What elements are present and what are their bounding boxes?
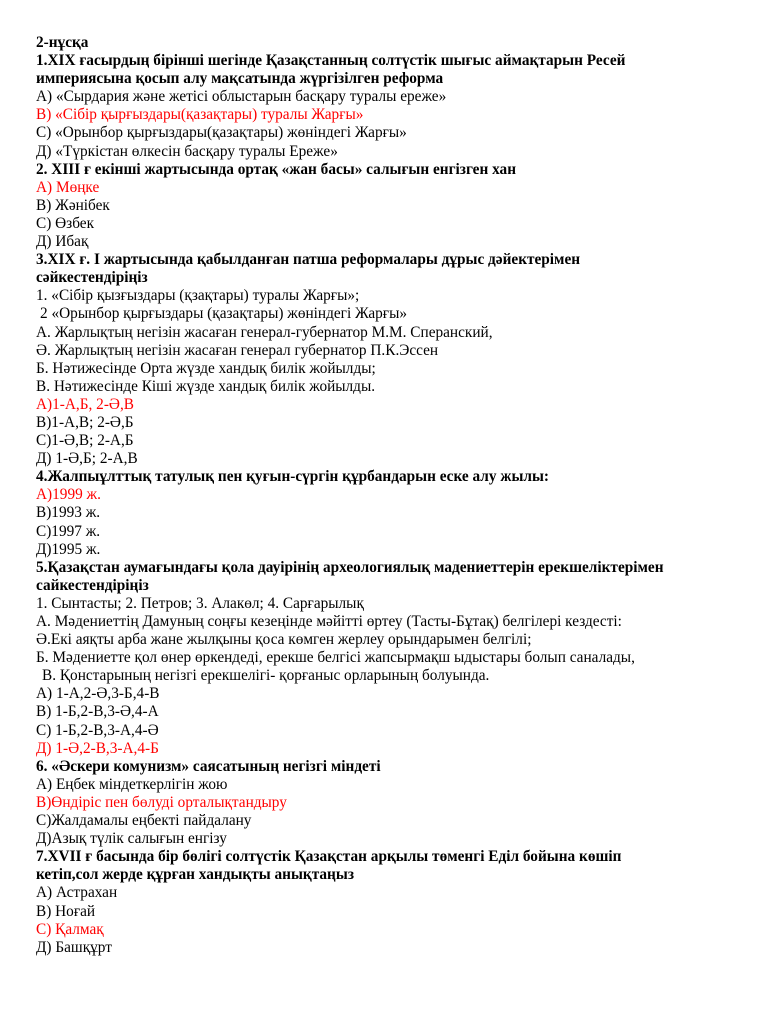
question-1-option-c: С) «Орынбор қырғыздары(қазақтары) жөніндегі Жарғы» — [36, 124, 407, 142]
question-4 — [36, 468, 748, 558]
question-2 — [36, 161, 748, 251]
question-2-option-c: С) Өзбек — [36, 214, 95, 232]
question-5 — [36, 559, 748, 758]
question-2-option-d: Д) Ибақ — [36, 233, 89, 251]
question-5-title-line-1: 5.Қазақстан аумағындағы қола дауірінің археологиялық мадениеттерін ерекшеліктерімен — [36, 558, 664, 576]
question-3-item-2: 2 «Орынбор қырғыздары (қазақтары) жөніндегі Жарғы» — [40, 305, 407, 323]
question-5-option-c: С) 1-Б,2-В,3-А,4-Ә — [36, 721, 159, 739]
question-6-title: 6. «Әскери комунизм» саясатының негізгі міндеті — [36, 757, 381, 775]
question-3-title-line-2: сәйкестендіріңіз — [36, 269, 148, 287]
question-6-option-b-correct: В)Өндіріс пен бөлуді орталықтандыру — [36, 793, 287, 811]
question-2-title: 2. XIII ғ екінші жартысында ортақ «жан басы» салығын енгізген хан — [36, 160, 517, 178]
question-3 — [36, 251, 748, 468]
question-6 — [36, 758, 748, 848]
question-3-option-d: Д) 1-Ә,Б; 2-А,В — [36, 450, 138, 468]
question-3-option-a-correct: А)1-А,Б, 2-Ә,В — [36, 395, 135, 413]
question-1-option-a: А) «Сырдария және жетісі облыстарын басқару туралы ереже» — [36, 88, 447, 106]
question-5-option-a: А) 1-А,2-Ә,3-Б,4-В — [36, 685, 160, 703]
question-3-fact-v: В. Нәтижесінде Кіші жүзде хандық билік жойылды. — [36, 377, 376, 395]
question-1-option-d: Д) «Түркістан өлкесін басқару туралы Ереже» — [36, 142, 338, 160]
question-1-title-line-2: империясына қосып алу мақсатында жүргізілген реформа — [36, 70, 444, 88]
question-5-title-line-2: сайкестендіріңіз — [36, 576, 149, 594]
question-5-fact-ae: Ә.Екі аяқты арба жане жылқыны қоса көмген жерлеу орындарымен белгілі; — [36, 631, 532, 649]
question-7-option-a: А) Астрахан — [36, 884, 118, 902]
question-6-option-c: С)Жалдамалы еңбекті пайдалану — [36, 812, 252, 830]
question-3-option-b: В)1-А,В; 2-Ә,Б — [36, 413, 134, 431]
question-1 — [36, 52, 748, 161]
question-4-option-c: С)1997 ж. — [36, 522, 101, 540]
question-7-title-line-1: 7.XVII ғ басында бір бөлігі солтүстік Қазақстан арқылы төменгі Еділ бойына көшіп — [36, 848, 622, 866]
question-7-option-c-correct: С) Қалмақ — [36, 920, 104, 938]
question-5-culture-list: 1. Сынтасты; 2. Петров; 3. Алакөл; 4. Сарғарылық — [36, 594, 364, 612]
question-5-option-d-correct: Д) 1-Ә,2-В,3-А,4-Б — [36, 739, 159, 757]
question-4-option-b: В)1993 ж. — [36, 504, 101, 522]
question-3-item-1: 1. «Сібір қызғыздары (қзақтары) туралы Жарғы»; — [36, 287, 360, 305]
question-1-title-line-1: 1.XIX ғасырдың бірінші шегінде Қазақстанның солтүстік шығыс аймақтарын Ресей — [36, 52, 626, 70]
question-3-title-line-1: 3.XIX ғ. I жартысында қабылданған патша реформалары дұрыс дәйектерімен — [36, 251, 581, 269]
question-7-option-d: Д) Башқұрт — [36, 938, 112, 956]
question-7 — [36, 848, 748, 957]
question-6-option-d: Д)Азық түлік салығын енгізу — [36, 830, 227, 848]
question-7-option-b: В) Ноғай — [36, 902, 96, 920]
question-2-option-b: В) Жәнібек — [36, 196, 110, 214]
question-5-option-b: В) 1-Б,2-В,3-Ә,4-А — [36, 703, 159, 721]
variant-heading: 2-нұсқа — [36, 34, 89, 51]
question-4-option-a-correct: А)1999 ж. — [36, 486, 101, 504]
question-5-fact-b: Б. Мәдениетте қол өнер өркендеді, ерекше белгісі жапсырмақш ыдыстары болып саналады, — [36, 649, 635, 667]
question-3-option-c: С)1-Ә,В; 2-А,Б — [36, 432, 134, 450]
question-2-option-a-correct: А) Мөңке — [36, 178, 100, 196]
question-1-option-b-correct: В) «Сібір қырғыздары(қазақтары) туралы Жарғы» — [36, 106, 364, 124]
question-5-fact-a: А. Мәдениеттің Дамуның соңғы кезеңінде мәйітті өртеу (Тасты-Бұтақ) белгілері кездесті: — [36, 613, 622, 630]
question-3-fact-a: А. Жарлықтың негізін жасаған генерал-губернатор М.М. Сперанский, — [36, 323, 493, 341]
question-4-option-d: Д)1995 ж. — [36, 540, 101, 558]
question-7-title-line-2: кетіп,сол жерде құрған хандықты анықтаңыз — [36, 866, 354, 884]
question-3-fact-b: Б. Нәтижесінде Орта жүзде хандық билік жойылды; — [36, 359, 376, 377]
question-5-fact-v: В. Қонстарының негізгі ерекшелігі- қорғаныс орларының болуында. — [42, 667, 490, 685]
question-3-fact-ae: Ә. Жарлықтың негізін жасаған генерал губернатор П.К.Эссен — [36, 341, 439, 359]
question-4-title: 4.Жалпыұлттық татулық пен қуғын-сүргін құрбандарын еске алу жылы: — [36, 468, 550, 486]
question-6-option-a: А) Еңбек міндеткерлігін жою — [36, 775, 228, 793]
